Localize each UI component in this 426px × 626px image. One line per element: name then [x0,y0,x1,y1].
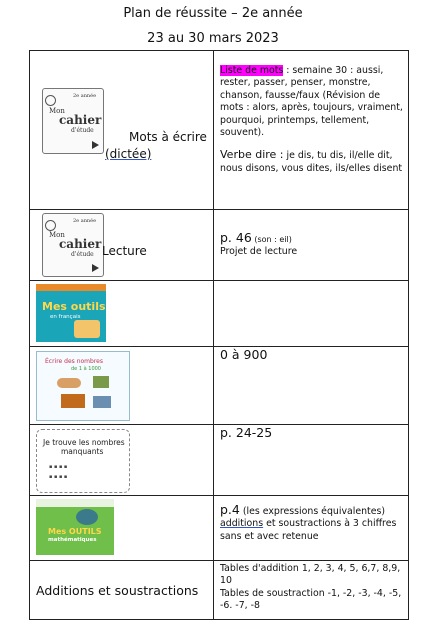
mes-outils-math-icon [36,499,114,555]
row-left-cell [30,347,214,425]
table-row [30,425,409,496]
cahier-detude: d'étude [71,127,94,134]
table-row [30,561,409,620]
math-rest: et soustractions à 3 chiffres sans et avec retenue [220,518,397,542]
row-right-cell [214,347,409,425]
band [36,284,106,291]
lecture-page: p. 46 [220,230,252,245]
row-right-cell [214,425,409,496]
row-left-cell [30,281,214,347]
manquants-pages: p. 24-25 [220,425,273,440]
ring-icon [45,220,56,231]
row-right-cell [214,496,409,561]
table-row [30,210,409,281]
table-row [30,51,409,210]
ecrire-sub: de 1 à 1000 [71,366,101,372]
cahier-word: cahier [59,237,102,251]
ecrire-nombres-icon [36,351,130,421]
page-title: Plan de réussite – 2e année [123,6,303,21]
row-left-cell [30,425,214,496]
math-paren: (les expressions équivalentes) [239,506,386,517]
cahier-word: cahier [59,113,102,127]
dots-icon: ▪ ▪ ▪ ▪ [49,464,68,470]
tables-soustraction: Tables de soustraction -1, -2, -3, -4, -5, -6. -7, -8 [220,587,402,612]
mes-outils-title: Mes outils [42,300,106,313]
cahier-detude-icon [42,213,104,277]
owl-icon [76,509,98,525]
label-lecture: Lecture [102,244,147,258]
ecrire-title: Écrire des nombres [45,358,103,365]
picture-icon [93,396,111,408]
picture-icon [57,378,81,388]
row-right-cell [214,561,409,620]
mes-outils-francais-icon [36,284,106,342]
label-mots-a-ecrire: Mots à écrire [129,130,207,144]
math-additions: additions [220,518,264,530]
label-dictee: (dictée) [105,147,152,161]
row-left-cell [30,51,214,210]
cahier-ordinal: 2e année [73,218,97,224]
row-left-cell [30,496,214,561]
picture-icon [93,376,109,388]
picture-icon [61,394,85,408]
math-title: Mes OUTILS [48,527,102,536]
word-list: : semaine 30 : aussi, rester, passer, penser, monstre, chanson, fausse/faux (Révision de mots : alors, après, toujours, vraiment, pourquoi, printemps, tellement, souvent). [220,65,403,139]
cahier-detude: d'étude [71,251,94,258]
ring-icon [45,95,56,106]
cahier-mon: Mon [49,107,65,115]
lecture-son: (son : eil) [251,235,292,244]
liste-de-mots-highlight: Liste de mots [220,65,284,76]
label-additions-soustractions: Additions et soustractions [36,582,199,598]
books-icon [74,320,100,338]
math-page: p.4 [220,502,240,517]
row-left-cell [30,210,214,281]
nombres-line1: Je trouve les nombres [43,438,125,447]
verbe-title: Verbe dire : [220,148,284,162]
nombres-range: 0 à 900 [220,347,268,362]
dots-icon: ▪ ▪ ▪ ▪ [49,474,68,480]
table-row [30,347,409,425]
cahier-detude-icon [42,88,104,154]
cahier-mon: Mon [49,231,65,239]
plan-table [29,50,409,620]
verbe-conjugation: je dis, tu dis, il/elle dit, nous disons, vous dites, ils/elles disent [220,150,403,174]
row-right-cell [214,281,409,347]
math-sub: mathématiques [48,537,97,543]
row-right-cell [214,51,409,210]
band [36,499,114,507]
table-row [30,496,409,561]
tables-addition: Tables d'addition 1, 2, 3, 4, 5, 6,7, 8,9, 10 [220,563,401,587]
date-range: 23 au 30 mars 2023 [147,31,279,46]
cahier-ordinal: 2e année [73,93,97,99]
arrow-icon [92,264,99,272]
table-row [30,281,409,347]
projet-lecture: Projet de lecture [220,246,298,258]
mes-outils-sub: en français [50,314,81,320]
nombres-manquants-icon [36,429,130,493]
row-left-cell [30,561,214,620]
row-right-cell [214,210,409,281]
arrow-icon [92,141,99,149]
nombres-line2: manquants [61,447,104,456]
